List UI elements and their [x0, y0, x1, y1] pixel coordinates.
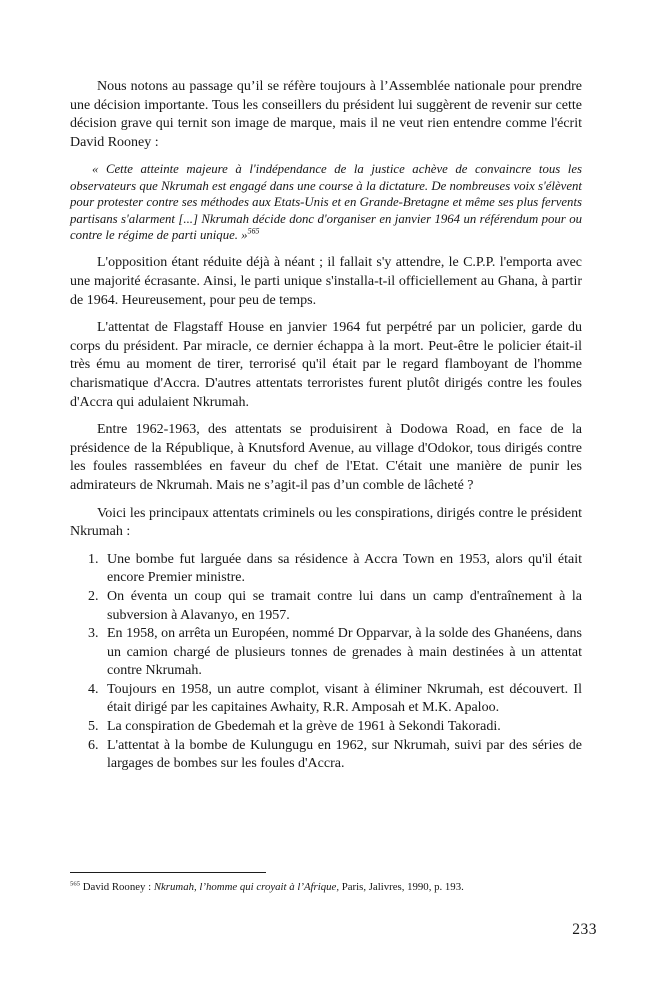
- list-item-number: 1.: [88, 551, 99, 567]
- list-item-number: 6.: [88, 737, 99, 753]
- list-item: [88, 551, 582, 588]
- list-item: [88, 737, 582, 774]
- list-item: [88, 588, 582, 625]
- footnote-area: [70, 872, 582, 894]
- page-number: 233: [572, 921, 597, 938]
- list-item-text: On éventa un coup qui se tramait contre lui dans un camp d'entraînement à la subversion à Alavanyo, en 1957.: [107, 588, 582, 623]
- quote-block: [70, 161, 582, 243]
- paragraph-attentats-1962: Entre 1962-1963, des attentats se produisirent à Dodowa Road, en face de la présidence de la République, à Knutsford Avenue, au village d'Odokor, tous dirigés contre les foules rassemblées en faveur du chef de l'Etat. C'était une manière de punir les admirateurs de Nkrumah. Mais ne s’agit-il pas d’un comble de lâcheté ?: [70, 422, 582, 493]
- attack-list: [88, 551, 582, 774]
- paragraph-intro: Nous notons au passage qu’il se réfère toujours à l’Assemblée nationale pour prendre une décision importante. Tous les conseillers du président lui suggèrent de revenir sur cette décision grave qui ternit son image de marque, mais il ne veut rien entendre comme l'écrit David Rooney :: [70, 79, 582, 150]
- list-item: [88, 718, 582, 737]
- footnote-book-title: Nkrumah, l’homme qui croyait à l’Afrique,: [153, 881, 340, 893]
- list-item: [88, 625, 582, 681]
- paragraph-list-intro: Voici les principaux attentats criminels ou les conspirations, dirigés contre le président Nkrumah :: [70, 505, 582, 540]
- list-item-text: La conspiration de Gbedemah et la grève de 1961 à Sekondi Takoradi.: [107, 719, 501, 735]
- list-item-number: 5.: [88, 719, 99, 735]
- list-item-number: 3.: [88, 626, 99, 642]
- footnote-author: David Rooney :: [82, 881, 154, 893]
- paragraph-flagstaff: L'attentat de Flagstaff House en janvier 1964 fut perpétré par un policier, garde du corps du président. Par miracle, ce dernier échappa à la mort. Peut-être le policier était-il très ému au moment de tirer, terrorisé qu'il était par le regard flamboyant de l'homme charismatique d'Accra. D'autres attentats terroristes furent plutôt dirigés contre les foules d'Accra qui adulaient Nkrumah.: [70, 320, 582, 410]
- list-item: [88, 681, 582, 718]
- paragraph-opposition: L'opposition étant réduite déjà à néant ; il fallait s'y attendre, le C.P.P. l'emporta avec une majorité écrasante. Ainsi, le parti unique s'installa-t-il officiellement au Ghana, à partir de 1964. Heureusement, pour peu de temps.: [70, 255, 582, 308]
- list-item-text: En 1958, on arrêta un Européen, nommé Dr Opparvar, à la solde des Ghanéens, dans un camion chargé de plusieurs tonnes de grenades à main destinées à un attentat contre Nkrumah.: [107, 626, 582, 679]
- footnote-ref-marker: 565: [247, 226, 260, 236]
- list-item-text: Une bombe fut larguée dans sa résidence à Accra Town en 1953, alors qu'il était encore Premier ministre.: [107, 551, 582, 586]
- quote-text: « Cette atteinte majeure à l'indépendance de la justice achève de convaincre tous les observateurs que Nkrumah est engagé dans une course à la dictature. De nombreuses voix s'élèvent pour protester contre ses méthodes aux Etats-Unis et en Grande-Bretagne et même ses plus fervents partisans s'alarment [...] Nkrumah décide donc d'organiser en janvier 1964 un référendum pour ou contre le régime de parti unique. »: [70, 162, 582, 242]
- list-item-number: 2.: [88, 588, 99, 604]
- list-item-text: Toujours en 1958, un autre complot, visant à éliminer Nkrumah, est découvert. Il était dirigé par les capitaines Awhaity, R.R. Amposah et M.K. Apaloo.: [107, 681, 582, 716]
- footnote-tail: Paris, Jalivres, 1990, p. 193.: [339, 881, 464, 893]
- list-item-number: 4.: [88, 681, 99, 697]
- list-item-text: L'attentat à la bombe de Kulungugu en 1962, sur Nkrumah, suivi par des séries de largages de bombes sur les foules d'Accra.: [107, 737, 582, 772]
- footnote-number: 565: [70, 880, 81, 888]
- footnote-rule: [70, 872, 266, 873]
- footnote: [70, 880, 582, 894]
